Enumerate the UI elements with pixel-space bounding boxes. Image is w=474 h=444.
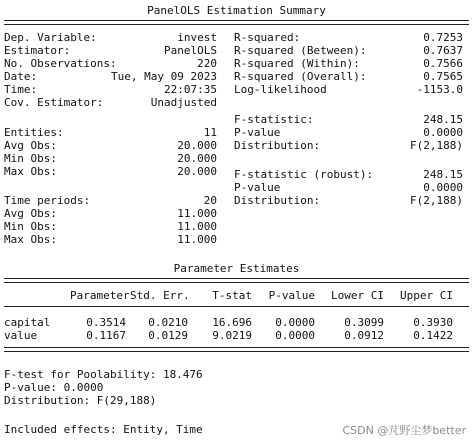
params-row-name-capital: capital [4,316,51,329]
summary-top-rule [4,20,469,25]
params-header-p-value: P-value [268,289,315,302]
summary-left-value-entity-avg-obs: 20.000 [177,139,217,152]
params-header-lower-ci: Lower CI [331,289,384,302]
params-top-rule [4,278,469,283]
summary-right-value-f-statistic: 248.15 [423,113,463,126]
params-cell-value-t-stat: 9.0219 [212,329,252,342]
summary-left-label-estimator: Estimator: [4,44,71,57]
summary-left-label-time: Time: [4,83,38,96]
summary-left-value-time-min-obs: 11.000 [177,220,217,233]
summary-left-value-time-periods: 20 [203,194,217,207]
summary-left-label-cov-estimator: Cov. Estimator: [4,96,104,109]
params-header-t-stat: T-stat [212,289,252,302]
summary-right-label-distribution: Distribution: [234,139,321,152]
summary-left-value-estimator: PanelOLS [164,44,217,57]
summary-right-label-distribution-robust: Distribution: [234,194,321,207]
summary-right-label-r-squared: R-squared: [234,31,301,44]
summary-left-label-time-min-obs: Min Obs: [4,220,57,233]
params-cell-value-lower-ci: 0.0912 [344,329,384,342]
summary-left-label-no-observations: No. Observations: [4,57,117,70]
params-cell-capital-upper-ci: 0.3930 [413,316,453,329]
summary-left-value-dep-variable: invest [177,31,217,44]
params-cell-value-upper-ci: 0.1422 [413,329,453,342]
summary-left-value-time-max-obs: 11.000 [177,233,217,246]
params-cell-capital-lower-ci: 0.3099 [344,316,384,329]
summary-left-value-time: 22:07:35 [164,83,217,96]
params-header-std-err: Std. Err. [130,289,190,302]
poolability-p-value: P-value: 0.0000 [4,381,104,394]
summary-right-value-r-squared-between: 0.7637 [423,44,463,57]
summary-title: PanelOLS Estimation Summary [147,4,326,17]
summary-left-value-entity-max-obs: 20.000 [177,165,217,178]
summary-right-value-r-squared: 0.7253 [423,31,463,44]
params-cell-capital-std-err: 0.0210 [148,316,188,329]
summary-left-label-time-max-obs: Max Obs: [4,233,57,246]
summary-right-value-p-value-robust: 0.0000 [423,181,463,194]
params-title: Parameter Estimates [173,262,300,275]
summary-left-label-date: Date: [4,70,38,83]
summary-left-value-time-avg-obs: 11.000 [177,207,217,220]
summary-left-label-time-periods: Time periods: [4,194,91,207]
summary-left-value-entities: 11 [203,126,217,139]
summary-right-label-p-value-robust: P-value [234,181,281,194]
params-cell-value-p-value: 0.0000 [275,329,315,342]
params-cell-capital-p-value: 0.0000 [275,316,315,329]
summary-right-value-distribution-robust: F(2,188) [410,194,463,207]
poolability-distribution: Distribution: F(29,188) [4,394,157,407]
summary-right-label-f-statistic-robust: F-statistic (robust): [234,168,374,181]
summary-right-label-r-squared-within: R-squared (Within): [234,57,360,70]
summary-right-label-log-likelihood: Log-likelihood [234,83,327,96]
watermark: CSDN @芃野尘梦better [342,424,466,437]
summary-left-value-date: Tue, May 09 2023 [111,70,217,83]
summary-right-label-r-squared-between: R-squared (Between): [234,44,367,57]
summary-left-label-entity-max-obs: Max Obs: [4,165,57,178]
poolability-f-test: F-test for Poolability: 18.476 [4,368,203,381]
params-cell-capital-t-stat: 16.696 [212,316,252,329]
params-header-rule [4,306,469,307]
params-header-upper-ci: Upper CI [400,289,453,302]
summary-right-value-log-likelihood: -1153.0 [416,83,463,96]
summary-right-value-r-squared-within: 0.7566 [423,57,463,70]
included-effects: Included effects: Entity, Time [4,423,203,436]
summary-right-label-r-squared-overall: R-squared (Overall): [234,70,367,83]
params-bottom-rule [4,347,469,352]
summary-left-value-cov-estimator: Unadjusted [150,96,217,109]
summary-left-label-dep-variable: Dep. Variable: [4,31,97,44]
params-cell-value-std-err: 0.0129 [148,329,188,342]
summary-right-label-p-value: P-value [234,126,281,139]
summary-left-label-entity-avg-obs: Avg Obs: [4,139,57,152]
summary-right-value-r-squared-overall: 0.7565 [423,70,463,83]
summary-left-value-no-observations: 220 [197,57,217,70]
summary-right-value-distribution: F(2,188) [410,139,463,152]
params-cell-capital-parameter: 0.3514 [86,316,126,329]
summary-right-value-p-value: 0.0000 [423,126,463,139]
summary-left-value-entity-min-obs: 20.000 [177,152,217,165]
summary-left-label-entity-min-obs: Min Obs: [4,152,57,165]
params-header-parameter: Parameter [70,289,130,302]
summary-left-label-time-avg-obs: Avg Obs: [4,207,57,220]
params-cell-value-parameter: 0.1167 [86,329,126,342]
summary-right-value-f-statistic-robust: 248.15 [423,168,463,181]
summary-right-label-f-statistic: F-statistic: [234,113,314,126]
params-row-name-value: value [4,329,38,342]
summary-left-label-entities: Entities: [4,126,64,139]
